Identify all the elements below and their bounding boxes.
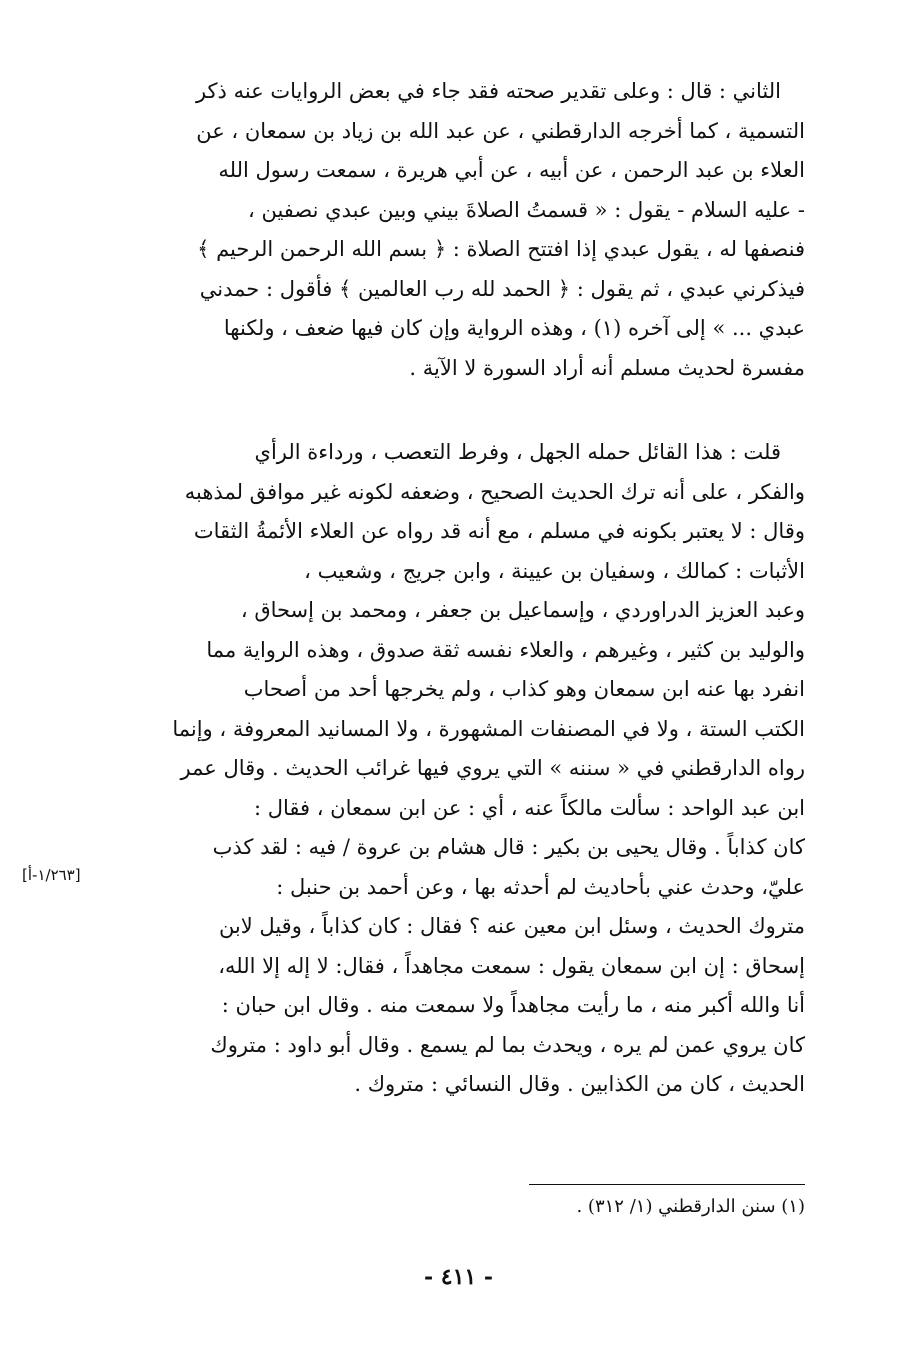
text-line: وعبد العزيز الدراوردي ، وإسماعيل بن جعفر ، ومحمد بن إسحاق ،: [240, 598, 805, 622]
text-line: إسحاق : إن ابن سمعان يقول : سمعت مجاهداً ، فقال: لا إله إلا الله،: [218, 953, 805, 978]
footnote: (١) سنن الدارقطني (١/ ٣١٢) .: [576, 1196, 805, 1217]
text-line: كان يروي عمن لم يره ، ويحدث بما لم يسمع . وقال أبو داود : متروك: [210, 1032, 805, 1057]
text-line: انفرد بها عنه ابن سمعان وهو كذاب ، ولم يخرجها أحد من أصحاب: [243, 677, 805, 701]
text-line: كان كذاباً . وقال يحيى بن بكير : قال هشام بن عروة / فيه : لقد كذب: [212, 835, 805, 859]
text-line: والفكر ، على أنه ترك الحديث الصحيح ، وضعفه لكونه غير موافق لمذهبه: [184, 479, 805, 504]
text-line: - عليه السلام - يقول : « قسمتُ الصلاةَ بيني وبين عبدي نصفين ،: [248, 197, 805, 222]
text-line: عبدي ... » إلى آخره (١) ، وهذه الرواية وإن كان فيها ضعف ، ولكنها: [223, 316, 805, 340]
text-line: العلاء بن عبد الرحمن ، عن أبيه ، عن أبي هريرة ، سمعت رسول الله: [218, 158, 805, 182]
text-line: رواه الدارقطني في « سننه » التي يروي فيها غرائب الحديث . وقال عمر: [180, 756, 805, 780]
text-line: مفسرة لحديث مسلم أنه أراد السورة لا الآية .: [409, 355, 805, 380]
text-line: أنا والله أكبر منه ، ما رأيت مجاهداً ولا سمعت منه . وقال ابن حبان :: [221, 993, 805, 1017]
text-line: الأثبات : كمالك ، وسفيان بن عيينة ، وابن جريج ، وشعيب ،: [304, 558, 805, 583]
paragraph-first: [105, 72, 805, 388]
text-line: الثاني : قال : وعلى تقدير صحته فقد جاء في بعض الروايات عنه ذكر: [195, 79, 781, 103]
text-line: والوليد بن كثير ، وغيرهم ، والعلاء نفسه ثقة صدوق ، وهذه الرواية مما: [206, 637, 805, 662]
text-line: التسمية ، كما أخرجه الدارقطني ، عن عبد الله بن زياد بن سمعان ، عن: [196, 118, 805, 143]
paragraph-second: [105, 433, 805, 1105]
text-line: ابن عبد الواحد : سألت مالكاً عنه ، أي : عن ابن سمعان ، فقال :: [253, 795, 805, 820]
page-number: - ٤١١ -: [423, 1264, 494, 1290]
text-line: قلت : هذا القائل حمله الجهل ، وفرط التعصب ، ورداءة الرأي: [254, 440, 781, 464]
text-line: فنصفها له ، يقول عبدي إذا افتتح الصلاة : ﴿ بسم الله الرحمن الرحيم ﴾: [197, 237, 805, 261]
text-line: الحديث ، كان من الكذابين . وقال النسائي : متروك .: [354, 1072, 805, 1096]
text-line: وقال : لا يعتبر بكونه في مسلم ، مع أنه قد رواه عن العلاء الأئمةُ الثقات: [193, 519, 805, 543]
footnote-divider: [529, 1184, 805, 1185]
manuscript-folio-note: [١/٢٦٣-أ]: [22, 866, 81, 884]
text-line: الكتب الستة ، ولا في المصنفات المشهورة ، ولا المسانيد المعروفة ، وإنما: [172, 716, 805, 741]
text-line: عليّ، وحدث عني بأحاديث لم أحدثه بها ، وعن أحمد بن حنبل :: [276, 874, 805, 899]
text-line: متروك الحديث ، وسئل ابن معين عنه ؟ فقال : كان كذاباً ، وقيل لابن: [218, 914, 805, 938]
text-line: فيذكرني عبدي ، ثم يقول : ﴿ الحمد لله رب العالمين ﴾ فأقول : حمدني: [199, 276, 805, 301]
